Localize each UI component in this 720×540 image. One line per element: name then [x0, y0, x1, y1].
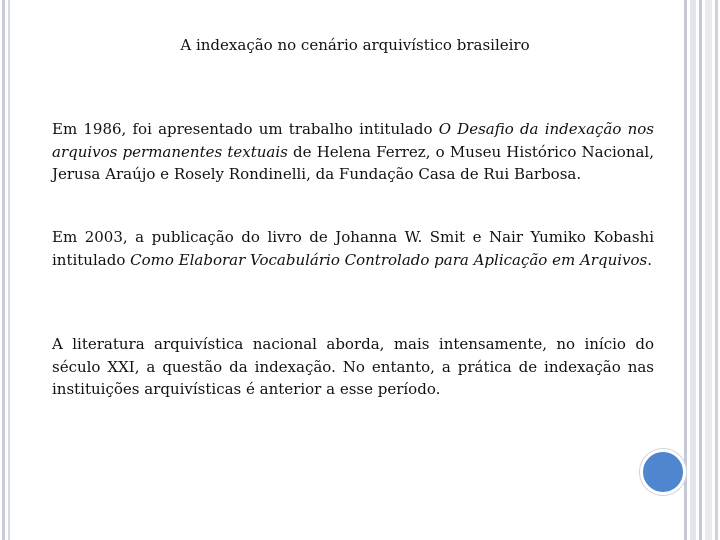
right-stripe — [715, 0, 718, 540]
paragraph-1-italic-title: O Desafio da indexação nos arquivos permanentes textuais — [52, 120, 654, 161]
left-border-line-inner — [8, 0, 10, 540]
left-border-line — [2, 0, 5, 540]
right-stripe — [684, 0, 687, 540]
decorative-circle — [640, 449, 686, 495]
paragraph-2-italic-title: Como Elaborar Vocabulário Controlado para Aplicação em Arquivos — [130, 250, 648, 269]
right-stripe — [705, 0, 712, 540]
paragraph-1-text-end: de Helena Ferrez, o Museu Histórico Nacional, Jerusa Araújo e Rosely Rondinelli, da Fundação Casa de Rui Barbosa. — [52, 142, 654, 183]
right-stripe — [699, 0, 702, 540]
paragraph-2 — [52, 226, 654, 271]
right-stripe — [690, 0, 696, 540]
paragraph-3-text: A literatura arquivística nacional aborda, mais intensamente, no início do século XXI, a questão da indexação. No entanto, a prática de indexação nas instituições arquivísticas é anterior a esse período. — [52, 335, 654, 398]
paragraph-3 — [52, 333, 654, 401]
paragraph-1-text: Em 1986, foi apresentado um trabalho intitulado — [52, 120, 439, 138]
paragraph-2-text-end: . — [647, 250, 653, 269]
slide-title: A indexação no cenário arquivístico brasileiro — [180, 36, 530, 54]
paragraph-1 — [52, 118, 654, 186]
paragraph-2-text: Em 2003, a publicação do livro de Johanna W. Smit e Nair Yumiko Kobashi intitulado — [52, 228, 654, 269]
